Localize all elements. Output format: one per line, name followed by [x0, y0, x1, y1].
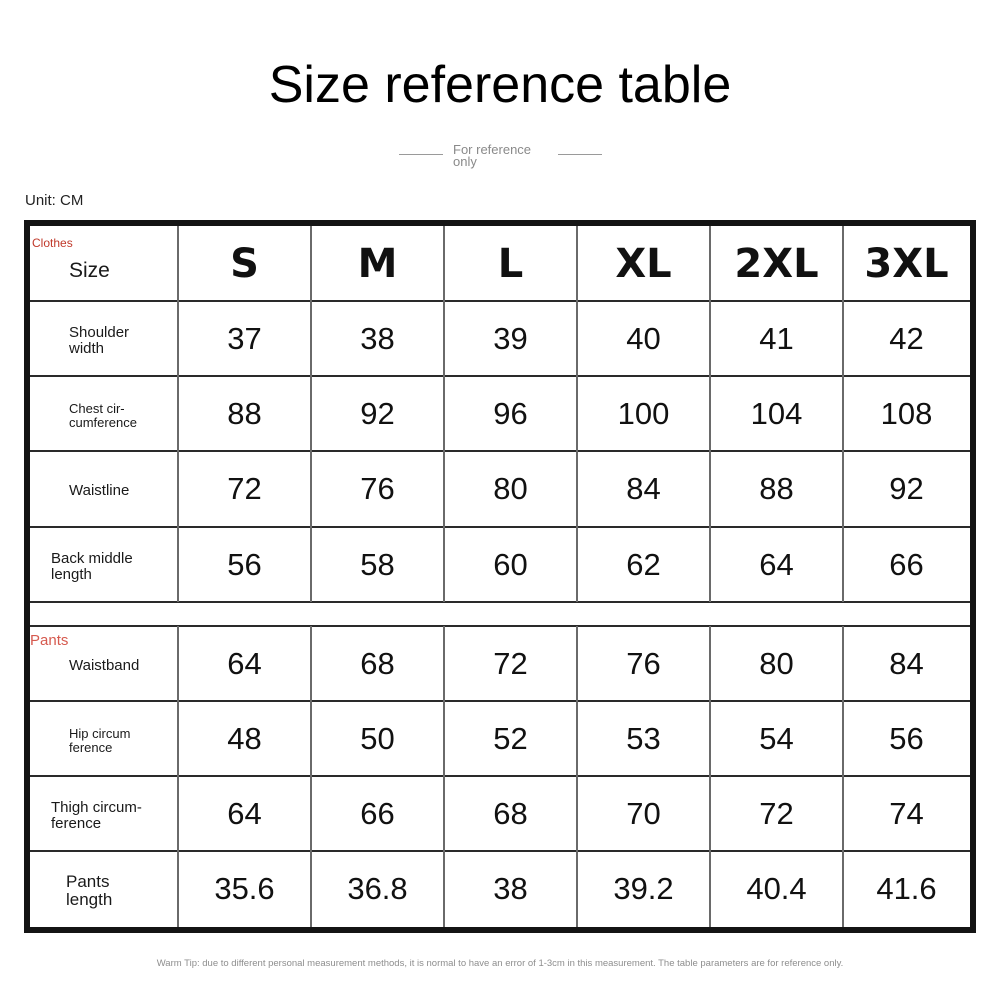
value-cell: 96 — [493, 395, 528, 431]
value-cell: 72 — [493, 645, 528, 681]
row-label-cell — [30, 701, 178, 776]
column-divider — [310, 626, 312, 927]
value-cell: 37 — [227, 320, 262, 356]
column-divider — [177, 626, 179, 927]
table-row — [30, 626, 970, 701]
section-tag-pants: Pants — [30, 632, 69, 649]
value-cell: 40.4 — [746, 871, 807, 906]
value-cell: 68 — [493, 795, 528, 831]
row-label-cell — [30, 301, 178, 376]
value-cell: 108 — [880, 395, 933, 431]
value-cell: 39.2 — [613, 871, 674, 906]
warm-tip: Warm Tip: due to different personal measurement methods, it is normal to have an error of 1-3cm in this measurement. The table parameters are for reference only. — [156, 958, 844, 969]
value-cell: 62 — [626, 546, 661, 582]
value-cell: 56 — [889, 720, 924, 756]
subtitle-divider-right — [558, 154, 602, 155]
row-label: Hip circum ference — [69, 726, 131, 755]
table-row — [30, 701, 970, 776]
row-label: Thigh circum- ference — [51, 799, 142, 832]
column-divider — [576, 626, 578, 927]
table-row — [30, 776, 970, 851]
value-cell: 52 — [493, 720, 528, 756]
size-header-cell: S — [230, 240, 259, 287]
row-label: Pants length — [66, 872, 113, 909]
value-cell: 64 — [227, 645, 262, 681]
value-cell: 104 — [750, 395, 803, 431]
row-label: Chest cir- cumference — [69, 401, 137, 430]
value-cell: 80 — [493, 471, 528, 506]
value-cell: 42 — [889, 320, 924, 356]
value-cell: 88 — [759, 471, 794, 506]
value-cell: 53 — [626, 720, 661, 756]
size-header-cell: XL — [615, 240, 672, 287]
column-divider — [709, 626, 711, 927]
subtitle-divider-left — [399, 154, 443, 155]
value-cell: 60 — [493, 546, 528, 582]
value-cell: 68 — [360, 645, 395, 681]
value-cell: 100 — [617, 395, 670, 431]
value-cell: 64 — [227, 795, 262, 831]
value-cell: 72 — [759, 795, 794, 831]
column-divider — [443, 226, 445, 602]
page-title: Size reference table — [268, 56, 732, 114]
size-header-cell: 3XL — [864, 240, 949, 287]
value-cell: 70 — [626, 795, 661, 831]
size-header-cell: 2XL — [734, 240, 819, 287]
value-cell: 38 — [360, 320, 395, 356]
size-header-label: Size — [69, 259, 110, 282]
value-cell: 72 — [227, 471, 262, 506]
value-cell: 41.6 — [876, 871, 937, 906]
row-label-cell — [30, 776, 178, 851]
value-cell: 35.6 — [214, 871, 275, 906]
table-row — [30, 376, 970, 451]
size-header-cell: M — [357, 240, 398, 287]
column-divider — [310, 226, 312, 602]
column-divider — [842, 626, 844, 927]
value-cell: 88 — [227, 395, 262, 431]
column-divider — [576, 226, 578, 602]
section-gap-row — [30, 602, 970, 626]
row-label-cell — [30, 451, 178, 527]
column-divider — [177, 226, 179, 602]
row-label-cell — [30, 851, 178, 927]
value-cell: 76 — [626, 645, 661, 681]
value-cell: 84 — [889, 645, 924, 681]
row-label: Waistline — [69, 482, 130, 499]
value-cell: 39 — [493, 320, 528, 356]
value-cell: 48 — [227, 720, 262, 756]
size-table — [24, 220, 976, 933]
row-label: Back middle length — [51, 550, 133, 583]
size-table-body — [30, 226, 970, 927]
value-cell: 38 — [493, 871, 528, 906]
row-label-cell — [30, 527, 178, 602]
value-cell: 80 — [759, 645, 794, 681]
value-cell: 58 — [360, 546, 395, 582]
header-row — [30, 226, 970, 301]
row-label: Waistband — [69, 657, 140, 674]
subtitle — [0, 142, 1000, 172]
table-row — [30, 301, 970, 376]
table-row — [30, 851, 970, 927]
value-cell: 50 — [360, 720, 395, 756]
unit-label: Unit: CM — [25, 192, 84, 209]
column-divider — [842, 226, 844, 602]
value-cell: 84 — [626, 471, 661, 506]
value-cell: 36.8 — [347, 871, 408, 906]
value-cell: 54 — [759, 720, 794, 756]
value-cell: 40 — [626, 320, 661, 356]
value-cell: 92 — [889, 471, 924, 506]
value-cell: 41 — [759, 320, 794, 356]
value-cell: 64 — [759, 546, 794, 582]
value-cell: 56 — [227, 546, 262, 582]
size-header-cell: L — [497, 240, 524, 287]
value-cell: 66 — [889, 546, 924, 582]
subtitle-text: For reference only — [453, 142, 532, 169]
table-row — [30, 527, 970, 602]
row-label-cell — [30, 376, 178, 451]
row-label: Shoulder width — [69, 324, 130, 357]
table-row — [30, 451, 970, 527]
value-cell: 66 — [360, 795, 395, 831]
column-divider — [709, 226, 711, 602]
value-cell: 92 — [360, 395, 395, 431]
value-cell: 74 — [889, 795, 924, 831]
column-divider — [443, 626, 445, 927]
section-tag-clothes: Clothes — [32, 236, 73, 250]
value-cell: 76 — [360, 471, 395, 506]
